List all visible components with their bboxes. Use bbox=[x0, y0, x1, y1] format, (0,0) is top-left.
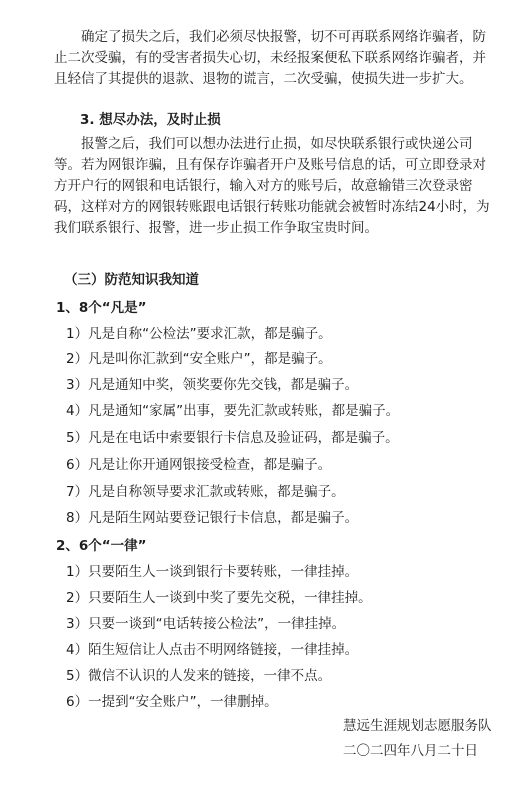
list2-item: 3）只要一谈到“电话转接公检法”，一律挂掉。 bbox=[66, 616, 346, 632]
list2-title: 2、6个“一律” bbox=[56, 538, 147, 554]
list2-item: 4）陌生短信让人点击不明网络链接，一律挂掉。 bbox=[66, 642, 359, 658]
paragraph-stop-loss: 报警之后，我们可以想办法进行止损，如尽快联系银行或快递公司等。若为网银诈骗，且有保存诈骗者开户及账号信息的话，可立即登录对方开户行的网银和电话银行，输入对方的账号后，故意输错三次登录密码，这样对方的网银转账跟电话银行转账功能就会被暂时冻结24小时，为我们联系银行、报警，进一步止损工作争取宝贵时间。 bbox=[54, 136, 490, 236]
list2-item: 1）只要陌生人一谈到银行卡要转账，一律挂掉。 bbox=[66, 564, 359, 580]
list1-item: 2）凡是叫你汇款到“安全账户”，都是骗子。 bbox=[66, 351, 332, 367]
list1-item: 1）凡是自称“公检法”要求汇款，都是骗子。 bbox=[66, 326, 332, 342]
list1-item: 6）凡是让你开通网银接受检查，都是骗子。 bbox=[66, 457, 332, 473]
list1-title: 1、8个“凡是” bbox=[56, 300, 147, 316]
paragraph-report-police: 确定了损失之后，我们必须尽快报警，切不可再联系网络诈骗者，防止二次受骗，有的受害者损失心切，未经报案便私下联系网络诈骗者，并且轻信了其提供的退款、退物的谎言，二次受骗，使损失进一步扩大。 bbox=[54, 29, 486, 87]
signature-date: 二〇二四年八月二十日 bbox=[343, 743, 478, 759]
list1-item: 3）凡是通知中奖，领奖要你先交钱，都是骗子。 bbox=[66, 377, 359, 393]
signature-org: 慧远生涯规划志愿服务队 bbox=[343, 718, 492, 734]
list1-item: 5）凡是在电话中索要银行卡信息及验证码，都是骗子。 bbox=[66, 430, 399, 446]
list1-item: 8）凡是陌生网站要登记银行卡信息，都是骗子。 bbox=[66, 510, 359, 526]
list1-item: 7）凡是自称领导要求汇款或转账，都是骗子。 bbox=[66, 484, 345, 500]
heading-stop-loss: 3. 想尽办法，及时止损 bbox=[80, 112, 221, 128]
list2-item: 5）微信不认识的人发来的链接，一律不点。 bbox=[66, 668, 332, 684]
list2-item: 6）一提到“安全账户”，一律删掉。 bbox=[66, 694, 278, 710]
list2-item: 2）只要陌生人一谈到中奖了要先交税，一律挂掉。 bbox=[66, 590, 372, 606]
list1-item: 4）凡是通知“家属”出事，要先汇款或转账，都是骗子。 bbox=[66, 403, 400, 419]
section-title: （三）防范知识我知道 bbox=[64, 272, 199, 288]
